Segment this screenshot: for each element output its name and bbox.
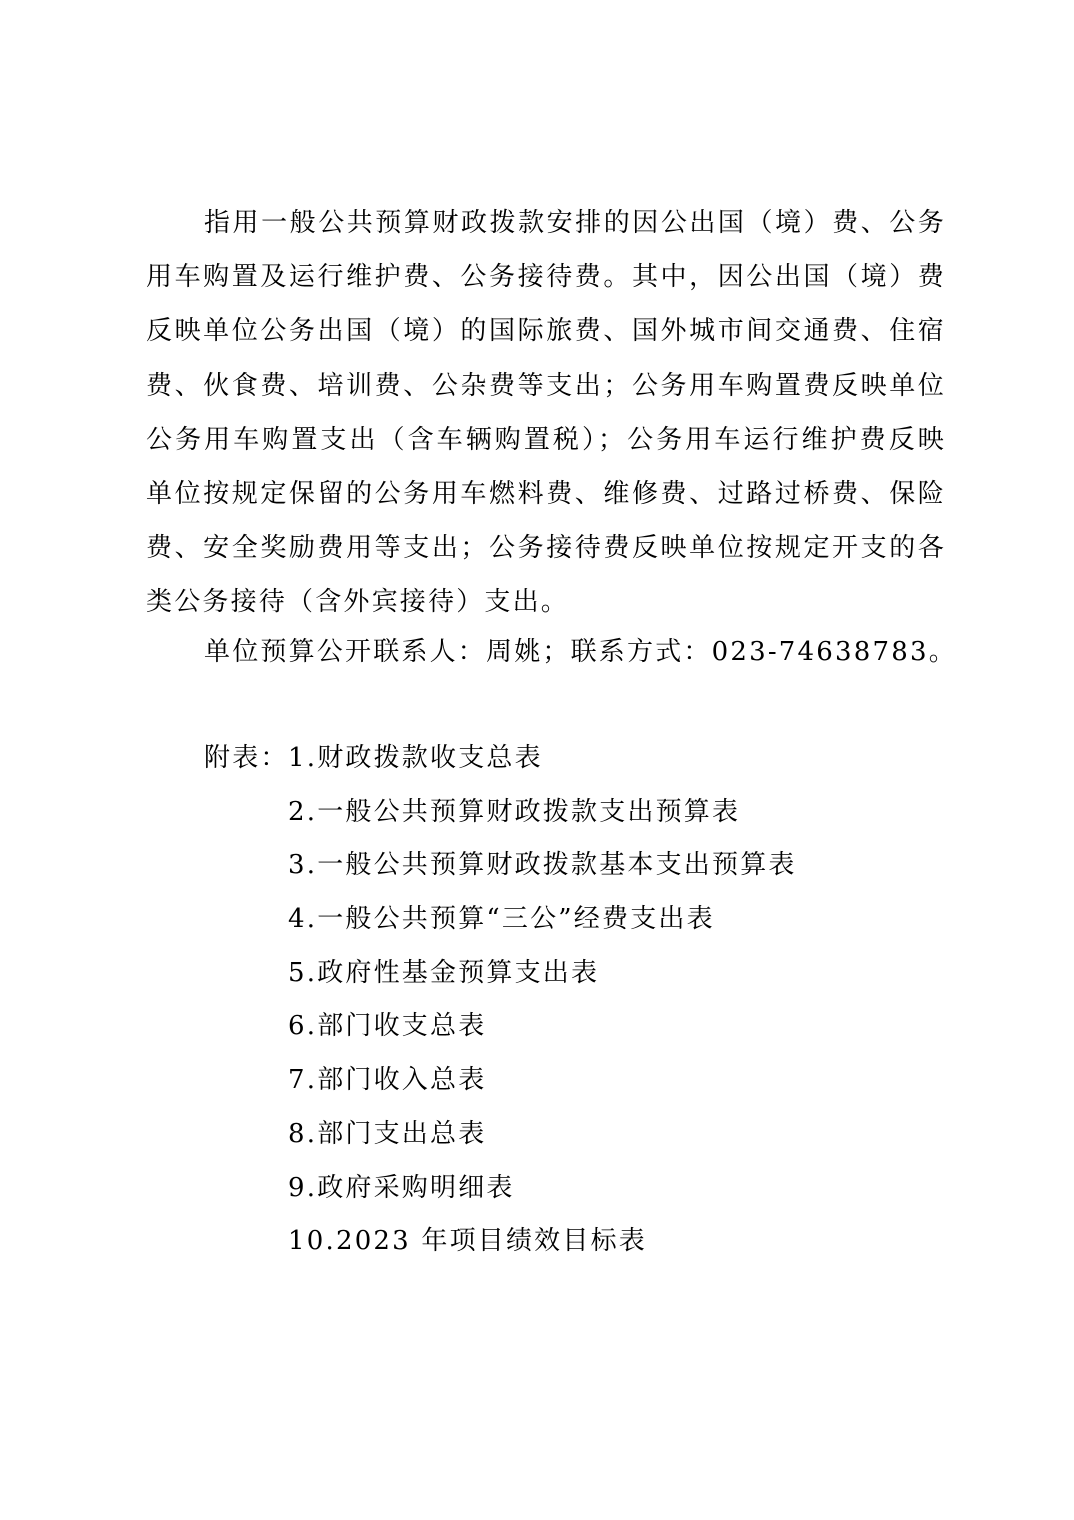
appendix-item-9: 9.政府采购明细表 — [288, 1172, 515, 1203]
appendix-item-2: 2.一般公共预算财政拨款支出预算表 — [288, 796, 741, 827]
appendix-item-3: 3.一般公共预算财政拨款基本支出预算表 — [288, 850, 797, 881]
appendix-item — [204, 786, 964, 840]
appendix-item — [204, 1054, 964, 1108]
appendix-item-8: 8.部门支出总表 — [288, 1118, 487, 1149]
appendix-item — [204, 893, 964, 947]
budget-contact-info: 单位预算公开联系人：周姚；联系方式：023-74638783。 — [204, 637, 957, 667]
appendix-item-5: 5.政府性基金预算支出表 — [288, 957, 600, 988]
appendix-item — [204, 1000, 964, 1054]
appendix-item — [204, 1108, 964, 1162]
appendix-label: 附表： — [204, 743, 289, 773]
appendix-item — [204, 1215, 964, 1269]
appendix-item-7: 7.部门收入总表 — [288, 1065, 487, 1096]
appendix-item-6: 6.部门收支总表 — [288, 1011, 487, 1042]
appendix-item-4: 4.一般公共预算“三公”经费支出表 — [288, 904, 715, 935]
appendix-item-10: 10.2023 年项目绩效目标表 — [288, 1226, 647, 1257]
appendix-item — [204, 732, 964, 786]
three-public-expenses-explanation: 指用一般公共预算财政拨款安排的因公出国（境）费、公务用车购置及运行维护费、公务接待费。其中，因公出国（境）费反映单位公务出国（境）的国际旅费、国外城市间交通费、住宿费、伙食费、培训费、公杂费等支出；公务用车购置费反映单位公务用车购置支出（含车辆购置税）；公务用车运行维护费反映单位按规定保留的公务用车燃料费、维修费、过路过桥费、保险费、安全奖励费用等支出；公务接待费反映单位按规定开支的各类公务接待（含外宾接待）支出。 — [146, 208, 946, 618]
appendix-item — [204, 1162, 964, 1216]
appendix-item — [204, 839, 964, 893]
appendix-item-1: 1.财政拨款收支总表 — [288, 743, 543, 773]
appendix-item — [204, 947, 964, 1001]
appendix-list — [204, 732, 964, 1269]
